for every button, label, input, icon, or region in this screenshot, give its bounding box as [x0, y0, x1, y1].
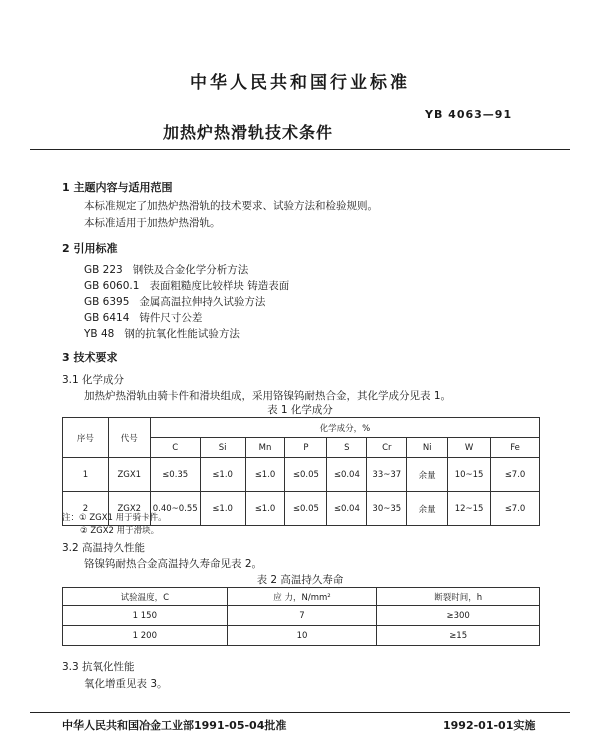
reference-code: GB 6414 — [84, 312, 130, 324]
col-header-composition: 化学成分，% — [150, 418, 539, 438]
cell-value: 余量 — [407, 492, 448, 526]
cell-value: ≤1.0 — [200, 458, 245, 492]
element-header: S — [327, 438, 367, 458]
col-header-temperature: 试验温度，C — [63, 588, 228, 606]
element-header: Cr — [367, 438, 407, 458]
element-header: Ni — [407, 438, 448, 458]
cell-value: ≤0.04 — [327, 492, 367, 526]
cell-value: ≥15 — [377, 626, 540, 646]
element-header: W — [448, 438, 491, 458]
standard-code: YB 4063—91 — [425, 108, 513, 121]
reference-item — [84, 262, 248, 277]
cell-value: ≤0.04 — [327, 458, 367, 492]
cell-value: 1 200 — [63, 626, 228, 646]
cell-code: ZGX2 — [108, 492, 150, 526]
cell-value: 30~35 — [367, 492, 407, 526]
section-3-2-heading: 3.2 高温持久性能 — [62, 542, 146, 554]
cell-seq: 2 — [63, 492, 109, 526]
section-3-3-heading: 3.3 抗氧化性能 — [62, 661, 135, 673]
table-1-note-2: ② ZGX2 用于滑块。 — [80, 526, 160, 536]
element-header: Si — [200, 438, 245, 458]
document-title: 加热炉热滑轨技术条件 — [163, 123, 334, 142]
reference-code: GB 6395 — [84, 296, 130, 308]
cell-value: 0.40~0.55 — [150, 492, 200, 526]
section-1-para-1: 本标准规定了加热炉热滑轨的技术要求、试验方法和检验规则。 — [84, 200, 378, 212]
cell-value: ≤1.0 — [200, 492, 245, 526]
cell-value: 1 150 — [63, 606, 228, 626]
section-1-para-2: 本标准适用于加热炉热滑轨。 — [84, 217, 221, 229]
element-header: Fe — [491, 438, 540, 458]
cell-seq: 1 — [63, 458, 109, 492]
reference-item — [84, 326, 240, 341]
reference-code: YB 48 — [84, 328, 115, 340]
cell-value: 12~15 — [448, 492, 491, 526]
cell-value: 10 — [227, 626, 377, 646]
section-1-heading: 1 主题内容与适用范围 — [62, 181, 173, 194]
cell-value: ≥300 — [377, 606, 540, 626]
reference-name: 铸件尺寸公差 — [139, 312, 203, 324]
reference-name: 表面粗糙度比较样块 铸造表面 — [149, 280, 290, 292]
cell-value: 33~37 — [367, 458, 407, 492]
section-3-3-text: 氧化增重见表 3。 — [84, 678, 168, 690]
table-row — [63, 458, 540, 492]
element-header: C — [150, 438, 200, 458]
reference-name: 钢铁及合金化学分析方法 — [132, 264, 249, 276]
section-3-heading: 3 技术要求 — [62, 351, 118, 364]
cell-value: ≤7.0 — [491, 492, 540, 526]
col-header-code: 代号 — [108, 418, 150, 458]
header-rule — [30, 149, 570, 150]
cell-value: ≤1.0 — [245, 492, 285, 526]
cell-value: ≤0.35 — [150, 458, 200, 492]
cell-value: ≤0.05 — [285, 458, 327, 492]
cell-value: ≤1.0 — [245, 458, 285, 492]
section-3-2-text: 铬镍钨耐热合金高温持久寿命见表 2。 — [84, 558, 263, 570]
table-1-note-1: 注：① ZGX1 用于骑卡件。 — [62, 513, 167, 523]
table-row — [63, 606, 540, 626]
reference-item — [84, 278, 289, 293]
reference-name: 金属高温拉伸持久试验方法 — [139, 296, 266, 308]
chemical-composition-table — [62, 417, 540, 526]
reference-name: 钢的抗氧化性能试验方法 — [124, 328, 240, 340]
approval-statement: 中华人民共和国冶金工业部1991-05-04批准 — [62, 719, 287, 732]
reference-code: GB 223 — [84, 264, 123, 276]
table-row — [63, 626, 540, 646]
cell-code: ZGX1 — [108, 458, 150, 492]
standard-category-title: 中华人民共和国行业标准 — [190, 73, 410, 93]
cell-value: ≤0.05 — [285, 492, 327, 526]
section-3-1-text: 加热炉热滑轨由骑卡件和滑块组成，采用铬镍钨耐热合金，其化学成分见表 1。 — [84, 390, 452, 402]
col-header-seq: 序号 — [63, 418, 109, 458]
cell-value: ≤7.0 — [491, 458, 540, 492]
section-2-heading: 2 引用标准 — [62, 242, 118, 255]
table-2-caption: 表 2 高温持久寿命 — [256, 574, 344, 586]
reference-code: GB 6060.1 — [84, 280, 140, 292]
footer-rule — [30, 712, 570, 713]
element-header: Mn — [245, 438, 285, 458]
cell-value: 7 — [227, 606, 377, 626]
section-3-1-heading: 3.1 化学成分 — [62, 374, 125, 386]
creep-rupture-table — [62, 587, 540, 646]
implementation-date: 1992-01-01实施 — [443, 719, 536, 732]
reference-item — [84, 294, 265, 309]
col-header-stress: 应 力，N/mm² — [227, 588, 377, 606]
cell-value: 余量 — [407, 458, 448, 492]
cell-value: 10~15 — [448, 458, 491, 492]
element-header: P — [285, 438, 327, 458]
col-header-rupture-time: 断裂时间，h — [377, 588, 540, 606]
reference-item — [84, 310, 202, 325]
table-1-caption: 表 1 化学成分 — [267, 404, 333, 416]
